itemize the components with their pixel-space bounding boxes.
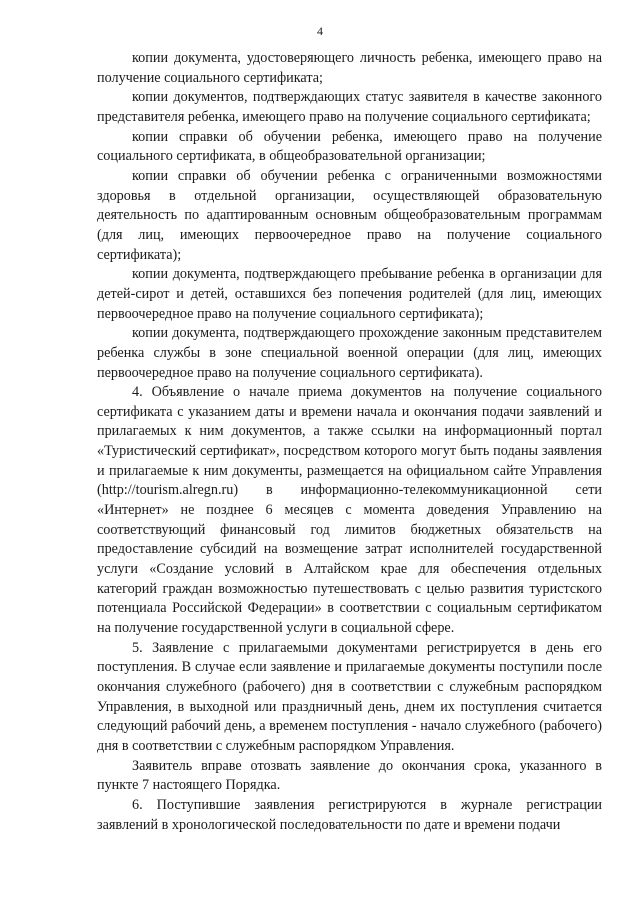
paragraph-copy-representative-status: копии документов, подтверждающих статус заявителя в качестве законного представителя ребенка, имеющего право на получение социального сертификата; xyxy=(97,89,602,125)
paragraph-copy-military-service-document: копии документа, подтверждающего прохождение законным представителем ребенка службы в зоне специальной военной операции (для лиц, имеющих первоочередное право на получение социального сертификата). xyxy=(97,325,602,381)
paragraph-copy-special-needs-certificate: копии справки об обучении ребенка с ограниченными возможностями здоровья в отдельной организации, осуществляющей образовательную деятельность по адаптированным основным общеобразовательным программам (для лиц, имеющих первоочередное право на получение социального сертификата); xyxy=(97,167,602,263)
document-body xyxy=(97,49,602,835)
paragraph-item-4: 4. Объявление о начале приема документов на получение социального сертификата с указанием даты и времени начала и окончания подачи заявлений и прилагаемых к ним документов, а также ссылки на информационный портал «Туристический сертификат», посредством которого могут быть поданы заявления и прилагаемые к ним документы, размещается на официальном сайте Управления (http://tourism.alregn.ru) в информационно-телекоммуникационной сети «Интернет» не позднее 6 месяцев с момента доведения Управлению на соответствующий финансовый год лимитов бюджетных обязательств на предоставление субсидий на возмещение затрат исполнителей государственной услуги «Создание условий в Алтайском крае для обеспечения отдельных категорий граждан возможностью путешествовать с целью развития туристского потенциала Российской Федерации» в соответствии с социальным сертификатом на получение государственной услуги в социальной сфере. xyxy=(97,384,602,637)
paragraph-item-6: 6. Поступившие заявления регистрируются в журнале регистрации заявлений в хронологической последовательности по дате и времени подачи xyxy=(97,796,602,833)
paragraph-copy-school-certificate: копии справки об обучении ребенка, имеющего право на получение социального сертификата, в общеобразовательной организации; xyxy=(97,128,602,165)
page-number: 4 xyxy=(317,24,323,38)
paragraph-item-5: 5. Заявление с прилагаемыми документами регистрируется в день его поступления. В случае если заявление и прилагаемые документы поступили после окончания служебного (рабочего) дня в соответствии с служебным распорядком Управления, в выходной или праздничный день, днем их поступления считается следующий рабочий день, а временем поступления - начало служебного (рабочего) дня в соответствии с служебным распорядком Управления. xyxy=(97,639,602,754)
paragraph-copy-child-id: копии документа, удостоверяющего личность ребенка, имеющего право на получение социального сертификата; xyxy=(97,50,602,86)
paragraph-copy-orphanage-document: копии документа, подтверждающего пребывание ребенка в организации для детей-сирот и детей, оставшихся без попечения родителей (для лиц, имеющих первоочередное право на получение социального сертификата); xyxy=(97,266,602,322)
paragraph-withdrawal: Заявитель вправе отозвать заявление до окончания срока, указанного в пункте 7 настоящего Порядка. xyxy=(97,757,602,794)
